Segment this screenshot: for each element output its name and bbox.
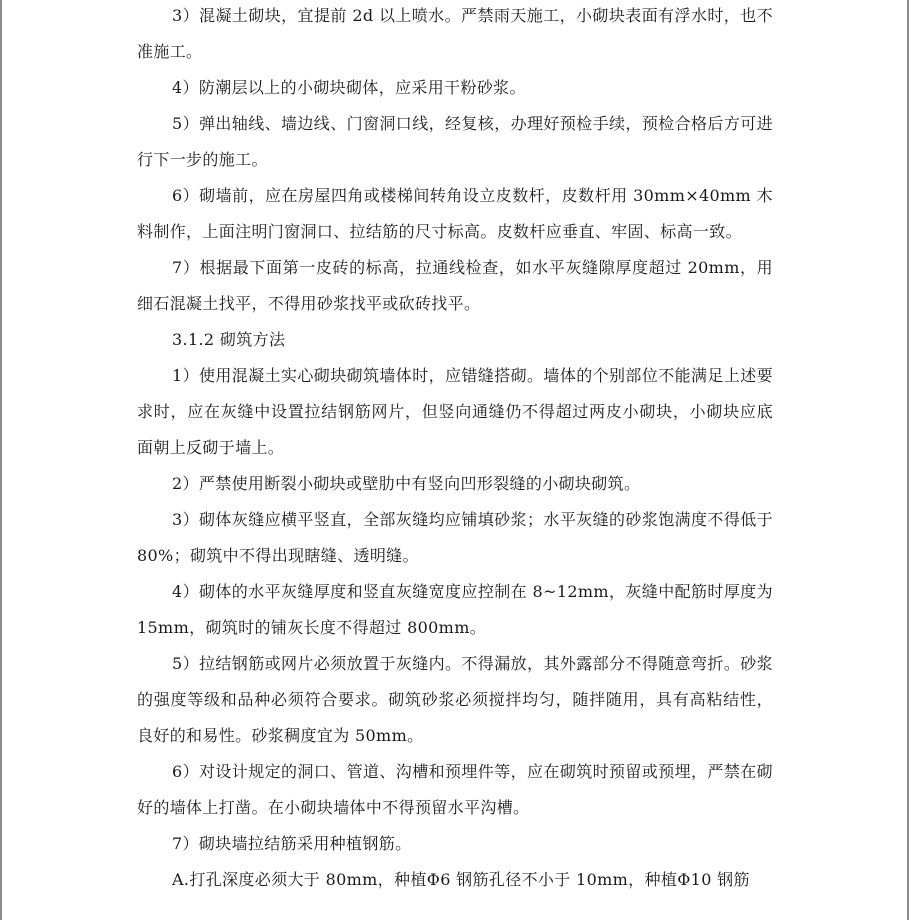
page-border-left [0, 0, 2, 920]
paragraph-staggered-bond: 1）使用混凝土实心砌块砌筑墙体时，应错缝搭砌。墙体的个别部位不能满足上述要求时，应在灰缝中设置拉结钢筋网片，但竖向通缝仍不得超过两皮小砌块，小砌块应底面朝上反砌于墙上。 [137, 366, 773, 457]
paragraph-joint-thickness: 4）砌体的水平灰缝厚度和竖直灰缝宽度应控制在 8~12mm，灰缝中配筋时厚度为 15mm，砌筑时的铺灰长度不得超过 800mm。 [137, 582, 773, 637]
document-body [137, 0, 773, 898]
paragraph-story-pole: 6）砌墙前，应在房屋四角或楼梯间转角设立皮数杆，皮数杆用 30mm×40mm 木料制作，上面注明门窗洞口、拉结筋的尺寸标高。皮数杆应垂直、牢固、标高一致。 [137, 186, 773, 241]
paragraph-tie-bars: 5）拉结钢筋或网片必须放置于灰缝内。不得漏放，其外露部分不得随意弯折。砂浆的强度等级和品种必须符合要求。砌筑砂浆必须搅拌均匀，随拌随用，具有高粘结性，良好的和易性。砂浆稠度宜为 50mm。 [137, 654, 773, 745]
paragraph-openings-reserved: 6）对设计规定的洞口、管道、沟槽和预埋件等，应在砌筑时预留或预埋，严禁在砌好的墙体上打凿。在小砌块墙体中不得预留水平沟槽。 [137, 762, 773, 817]
paragraph-planted-rebar: 7）砌块墙拉结筋采用种植钢筋。 [172, 834, 412, 853]
paragraph-drilling-depth: A.打孔深度必须大于 80mm，种植Φ6 钢筋孔径不小于 10mm，种植Φ10 钢筋 [172, 870, 750, 889]
section-heading-masonry-method: 3.1.2 砌筑方法 [172, 330, 286, 349]
paragraph-dry-mortar: 4）防潮层以上的小砌块砌体，应采用干粉砂浆。 [172, 78, 526, 97]
paragraph-no-cracked-blocks: 2）严禁使用断裂小砌块或壁肋中有竖向凹形裂缝的小砌块砌筑。 [172, 474, 641, 493]
paragraph-mortar-joints: 3）砌体灰缝应横平竖直，全部灰缝均应铺填砂浆；水平灰缝的砂浆饱满度不得低于 80%；砌筑中不得出现瞎缝、透明缝。 [137, 510, 773, 565]
paragraph-first-course-leveling: 7）根据最下面第一皮砖的标高，拉通线检查，如水平灰缝隙厚度超过 20mm，用细石混凝土找平，不得用砂浆找平或砍砖找平。 [137, 258, 773, 313]
paragraph-concrete-block-watering: 3）混凝土砌块，宜提前 2d 以上喷水。严禁雨天施工，小砌块表面有浮水时，也不准施工。 [137, 6, 773, 61]
paragraph-axis-lines: 5）弹出轴线、墙边线、门窗洞口线，经复核，办理好预检手续，预检合格后方可进行下一步的施工。 [137, 114, 773, 169]
